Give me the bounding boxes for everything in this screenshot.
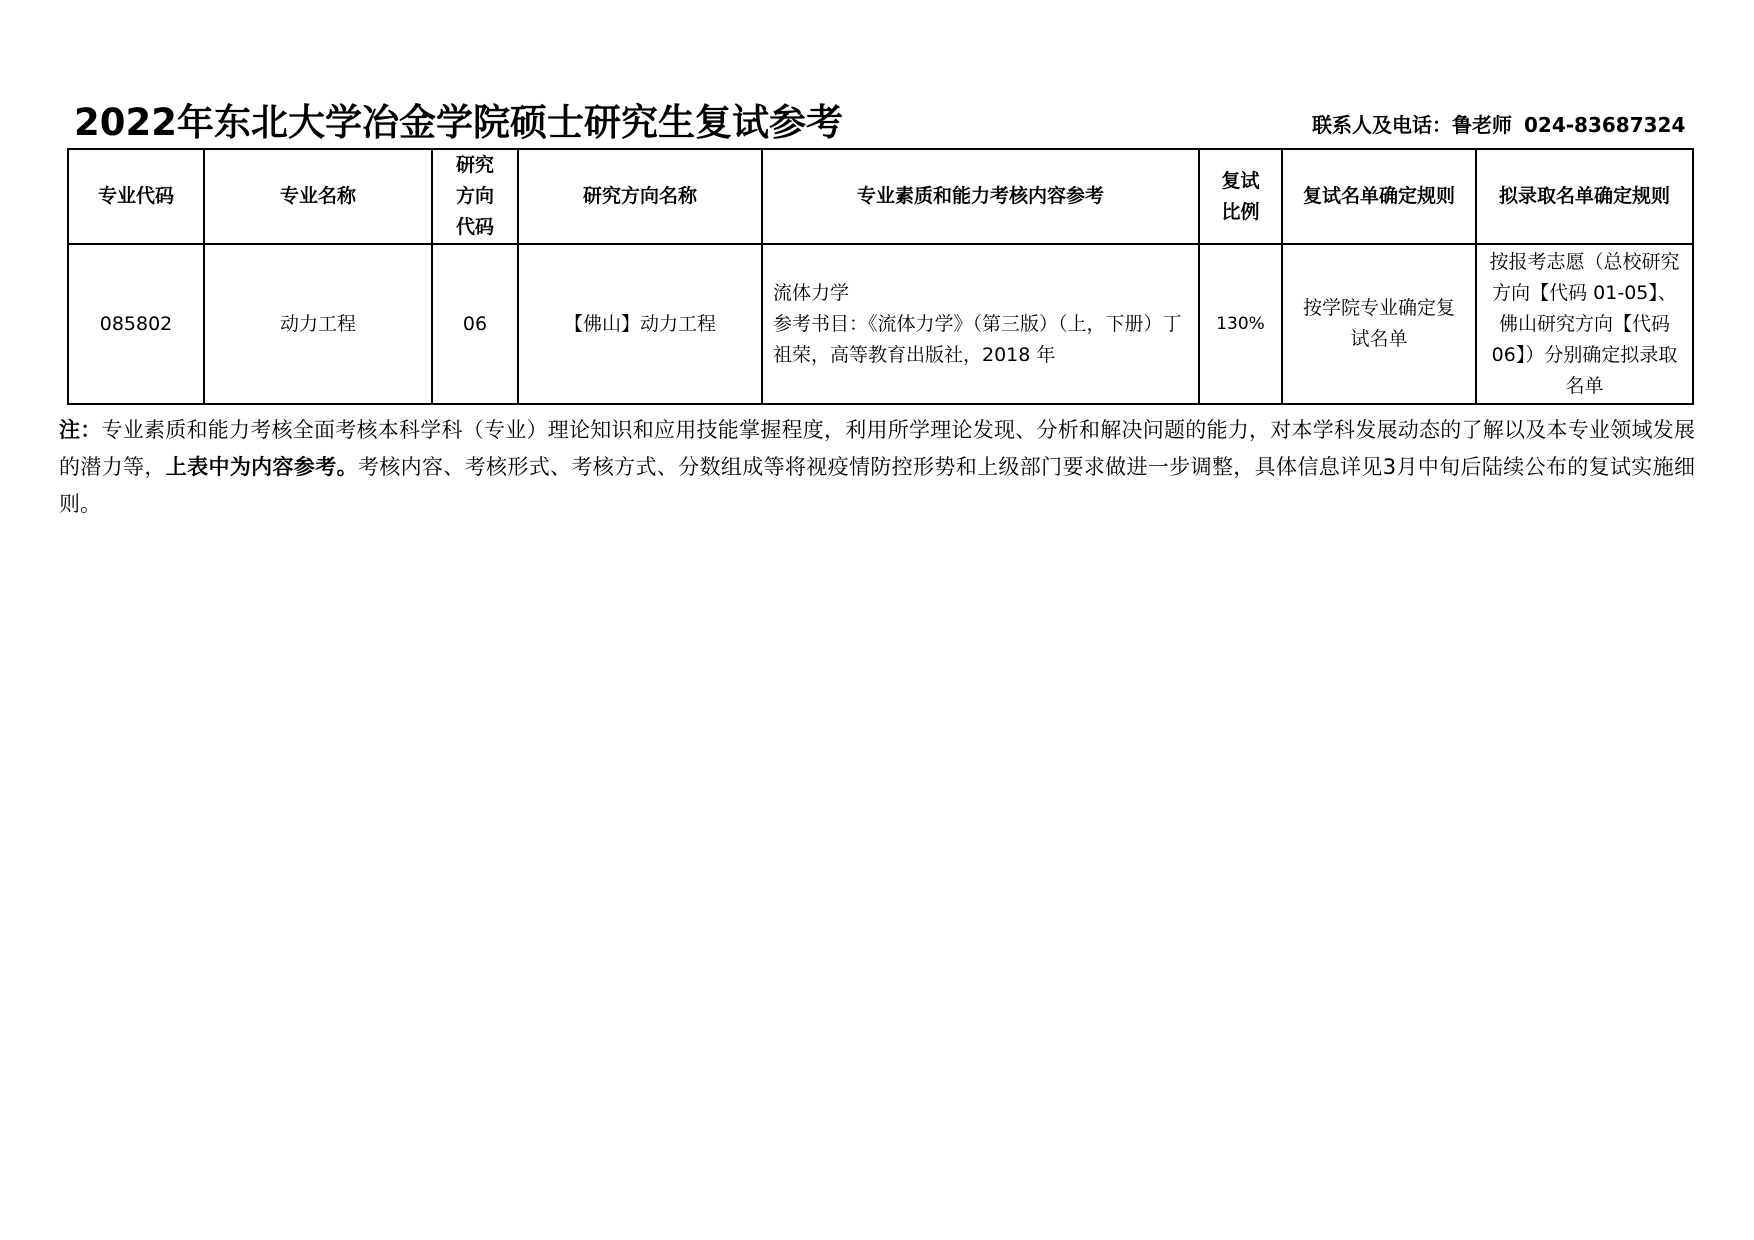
header-ratio: 复试比例 <box>1199 149 1282 244</box>
header-direction-code: 研究方向代码 <box>432 149 518 244</box>
contact-phone: 024-83687324 <box>1524 113 1686 137</box>
page-title: 2022年东北大学冶金学院硕士研究生复试参考 <box>74 101 843 144</box>
cell-direction-code: 06 <box>432 244 518 404</box>
retest-reference-table <box>67 148 1694 405</box>
table-row <box>68 244 1693 404</box>
cell-direction-name: 【佛山】动力工程 <box>518 244 762 404</box>
contact-info <box>1312 109 1685 138</box>
note-text-part1: 专业素质和能力考核全面考核本科学科（专业）理论知识和应用技能掌握程度，利用所学理论发现、分析和解决问题的能力，对本学科发展动态的了解以及本专业领域发展的潜力等， <box>59 418 1695 479</box>
header-major-name: 专业名称 <box>204 149 432 244</box>
cell-major-code: 085802 <box>68 244 204 404</box>
header-direction-name: 研究方向名称 <box>518 149 762 244</box>
contact-label: 联系人及电话：鲁老师 <box>1312 113 1512 137</box>
footnote <box>59 412 1695 523</box>
cell-admission-rule: 按报考志愿（总校研究方向【代码 01-05】、佛山研究方向【代码 06】）分别确定拟录取名单 <box>1476 244 1693 404</box>
header-content-reference: 专业素质和能力考核内容参考 <box>762 149 1199 244</box>
cell-content-reference <box>762 244 1199 404</box>
content-subject: 流体力学 <box>773 281 850 304</box>
cell-major-name: 动力工程 <box>204 244 432 404</box>
header-retest-rule: 复试名单确定规则 <box>1282 149 1476 244</box>
cell-retest-rule: 按学院专业确定复试名单 <box>1282 244 1476 404</box>
note-emphasis: 上表中为内容参考。 <box>165 455 358 479</box>
header-admission-rule: 拟录取名单确定规则 <box>1476 149 1693 244</box>
note-label: 注： <box>59 418 102 442</box>
note-text-part2: 考核内容、考核形式、考核方式、分数组成等将视疫情防控形势和上级部门要求做进一步调整，具体信息详见3月中旬后陆续公布的复试实施细则。 <box>59 455 1696 516</box>
cell-ratio: 130% <box>1199 244 1282 404</box>
header-major-code: 专业代码 <box>68 149 204 244</box>
content-reference-book: 参考书目：《流体力学》（第三版）（上，下册）丁祖荣，高等教育出版社，2018 年 <box>773 312 1182 366</box>
table-header-row <box>68 149 1693 244</box>
